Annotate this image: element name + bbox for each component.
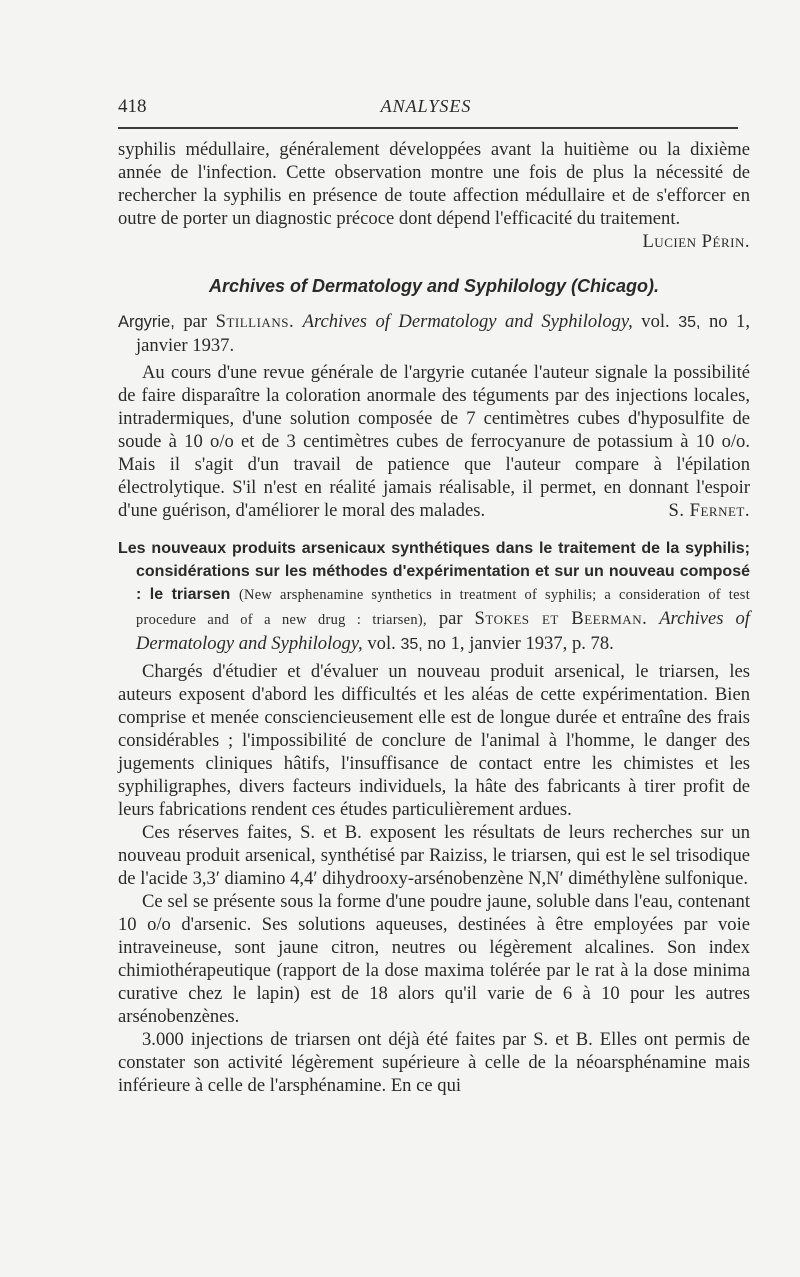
entry2-issue: no 1, janvier 1937, p. 78. (427, 633, 614, 654)
entry1-par: par (183, 311, 208, 332)
entry2-english-title: (New arsphenamine synthetics in treatment of syphilis; a consideration of test procedure and of a new drug : triarsen), (136, 587, 750, 628)
entry2-authors: Stokes et Beerman. (474, 608, 648, 629)
header-rule (118, 127, 738, 129)
intro-paragraph (118, 138, 750, 253)
page-content (118, 138, 750, 1097)
entry1-journal: Archives of Dermatology and Syphilology, (302, 311, 633, 332)
intro-text: syphilis médullaire, généralement développées avant la huitième ou la dixième année de l'infection. Cette observation montre une fois de plus la nécessité de rechercher la syphilis en présence de toute affection médullaire et de s'efforcer en outre de porter un diagnostic précoce dont dépend l'efficacité du traitement. (118, 139, 750, 229)
intro-signature: Lucien Périn. (642, 231, 750, 252)
entry2-paragraph-1: Chargés d'étudier et d'évaluer un nouveau produit arsenical, le triarsen, les auteurs exposent d'abord les difficultés et les aléas de cette expérimentation. Bien comprise et menée consciencieusement elle est de longue durée et entraîne des frais considérables ; l'impossibilité de conclure de l'animal à l'homme, le danger des jugements cliniques hâtifs, l'insuffisance de contact entre les chimistes et les syphiligraphes, divers facteurs individuels, la hâte des fabricants à tirer profit de leurs fabrications rendent ces études particulièrement ardues. (118, 661, 750, 820)
entry1-signature: S. Fernet. (668, 500, 750, 521)
entry1-vol-num: 35, (678, 314, 701, 331)
running-head: ANALYSES (380, 96, 472, 116)
entry1-vol-label: vol. (641, 311, 670, 332)
entry2-heading (118, 536, 750, 656)
entry1-heading (118, 310, 750, 357)
entry2-paragraph-3: Ce sel se présente sous la forme d'une poudre jaune, soluble dans l'eau, contenant 10 o/o d'arsenic. Ses solutions aqueuses, destinées à être employées par voie intraveineuse, sont jaune citron, neutres ou légèrement alcalines. Son index chimiothérapeutique (rapport de la dose maxima tolérée par le rat à la dose minima curative chez le lapin) est de 18 alors qu'il varie de 6 à 10 pour les autres arsénobenzènes. (118, 891, 750, 1027)
entry2-vol-label: vol. (367, 633, 396, 654)
entry2-par: par (438, 608, 463, 629)
entry1-author: Stillians. (215, 311, 295, 332)
section-title: Archives of Dermatology and Syphilology (Chicago). (208, 276, 660, 296)
entry2-paragraph-4: 3.000 injections de triarsen ont déjà été faites par S. et B. Elles ont permis de constater son activité légèrement supérieure à celle de la néoarsphénamine mais inférieure à celle de l'arsphénamine. En ce qui (118, 1029, 750, 1096)
entry1-body-text: Au cours d'une revue générale de l'argyrie cutanée l'auteur signale la possibilité de faire disparaître la coloration anormale des téguments par des injections locales, intradermiques, d'une solution composée de 7 centimètres cubes d'hyposulfite de soude à 10 o/o et de 3 centimètres cubes de ferrocyanure de potassium à 10 o/o. Mais il s'agit d'un travail de patience que l'auteur compare à l'épilation électrolytique. S'il n'est en réalité jamais réalisable, il permet, en donnant l'espoir d'une guérison, d'améliorer le moral des malades. (118, 362, 750, 521)
entry2-journal: Archives of Dermatology and Syphilology, (136, 608, 750, 654)
entry1-issue: no 1, janvier 1937. (136, 311, 750, 356)
entry2-title: Les nouveaux produits arsenicaux synthétiques dans le traitement de la syphilis; considérations sur les méthodes d'expérimentation et sur un nouveau composé : le triarsen (118, 540, 750, 603)
entry2-vol-num: 35, (400, 636, 423, 653)
entry2-paragraph-2: Ces réserves faites, S. et B. exposent les résultats de leurs recherches sur un nouveau produit arsenical, synthétisé par Raiziss, le triarsen, qui est le sel trisodique de l'acide 3,3′ diamino 4,4′ dihydrooxy-arsénobenzène N,N′ diméthylène sulfonique. (118, 822, 750, 889)
entry1-body (118, 361, 750, 522)
entry1-title: Argyrie, (118, 313, 175, 331)
page-number: 418 (118, 96, 147, 117)
